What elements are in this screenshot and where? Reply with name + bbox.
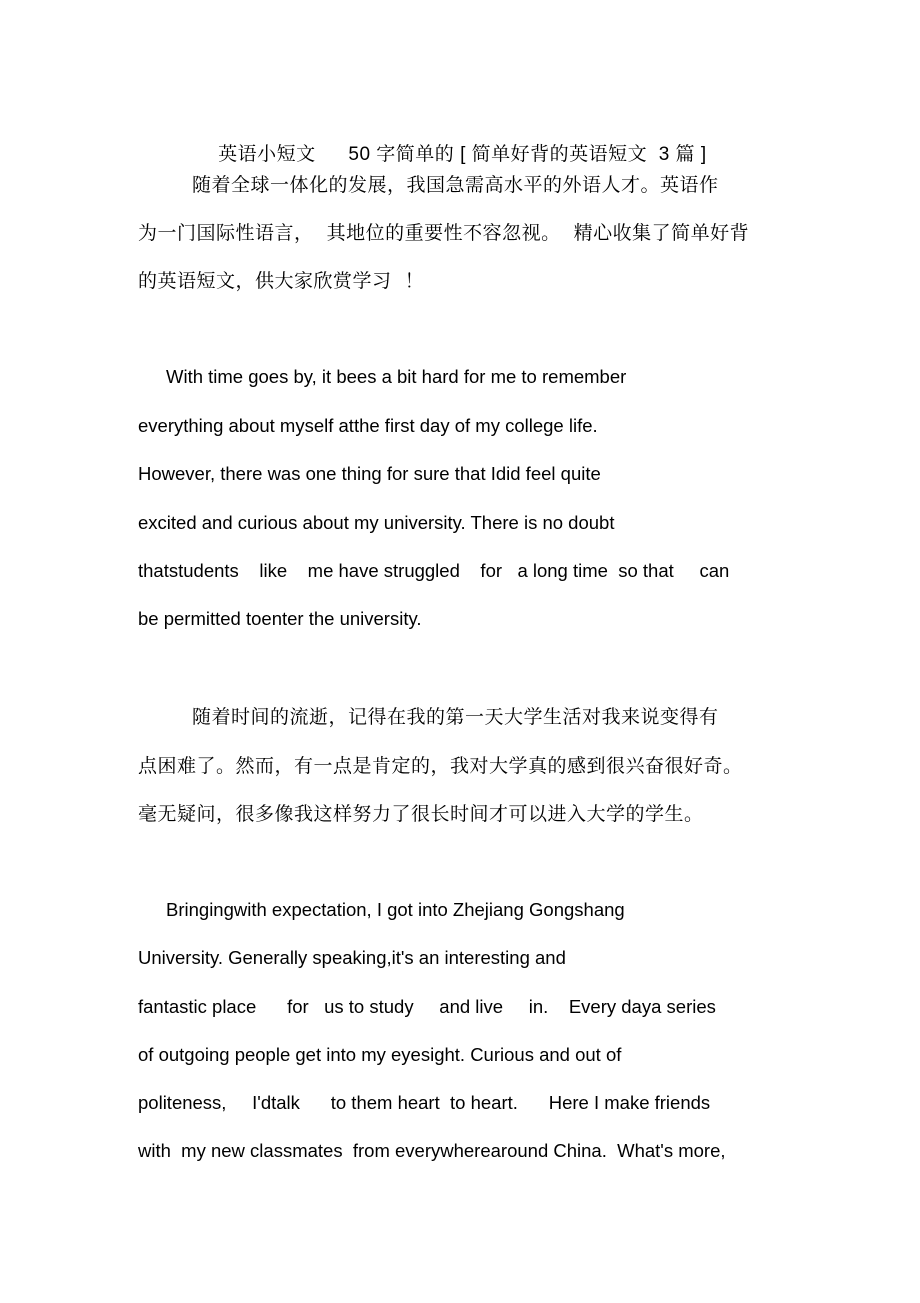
p2-en-line-6: with my new classmates from everywherearound China. What's more,	[138, 1140, 726, 1161]
p1-en-line-3: However, there was one thing for sure that Idid feel quite	[138, 463, 601, 484]
p1-cn-line-2: 点困难了。然而，有一点是肯定的，我对大学真的感到很兴奋很好奇。	[138, 755, 743, 777]
p2-en-line-5: politeness, I'dtalk to them heart to heart. Here I make friends	[138, 1092, 711, 1113]
p1-cn-line-3: 毫无疑问，很多像我这样努力了很长时间才可以进入大学的学生。	[138, 803, 704, 825]
p1-en-line-6: be permitted toenter the university.	[138, 608, 422, 629]
p2-en-line-3: fantastic place for us to study and live in. Every daya series	[138, 996, 716, 1017]
intro-line-3: 的英语短文，供大家欣赏学习 ！	[138, 270, 425, 292]
p2-en-line-4: of outgoing people get into my eyesight. Curious and out of	[138, 1044, 622, 1065]
p1-en-line-5: thatstudents like me have struggled for a long time so that can	[138, 560, 730, 581]
intro-line-1: 随着全球一体化的发展，我国急需高水平的外语人才。英语作	[192, 174, 719, 196]
p1-en-line-4: excited and curious about my university. There is no doubt	[138, 512, 615, 533]
intro-line-2: 为一门国际性语言， 其地位的重要性不容忽视。 精心收集了简单好背	[138, 222, 750, 244]
title-gap	[316, 143, 349, 165]
p1-en-line-1: With time goes by, it bees a bit hard for me to remember	[166, 366, 627, 387]
p2-en-line-2: University. Generally speaking,it's an interesting and	[138, 947, 566, 968]
p2-en-line-1: Bringingwith expectation, I got into Zhejiang Gongshang	[166, 899, 625, 920]
p1-cn-line-1: 随着时间的流逝，记得在我的第一天大学生活对我来说变得有	[192, 706, 719, 728]
title-part-2: 50 字简单的 [ 简单好背的英语短文 3 篇 ]	[348, 144, 707, 165]
p1-en-line-2: everything about myself atthe first day of my college life.	[138, 415, 598, 436]
title-part-1: 英语小短文	[218, 143, 316, 165]
